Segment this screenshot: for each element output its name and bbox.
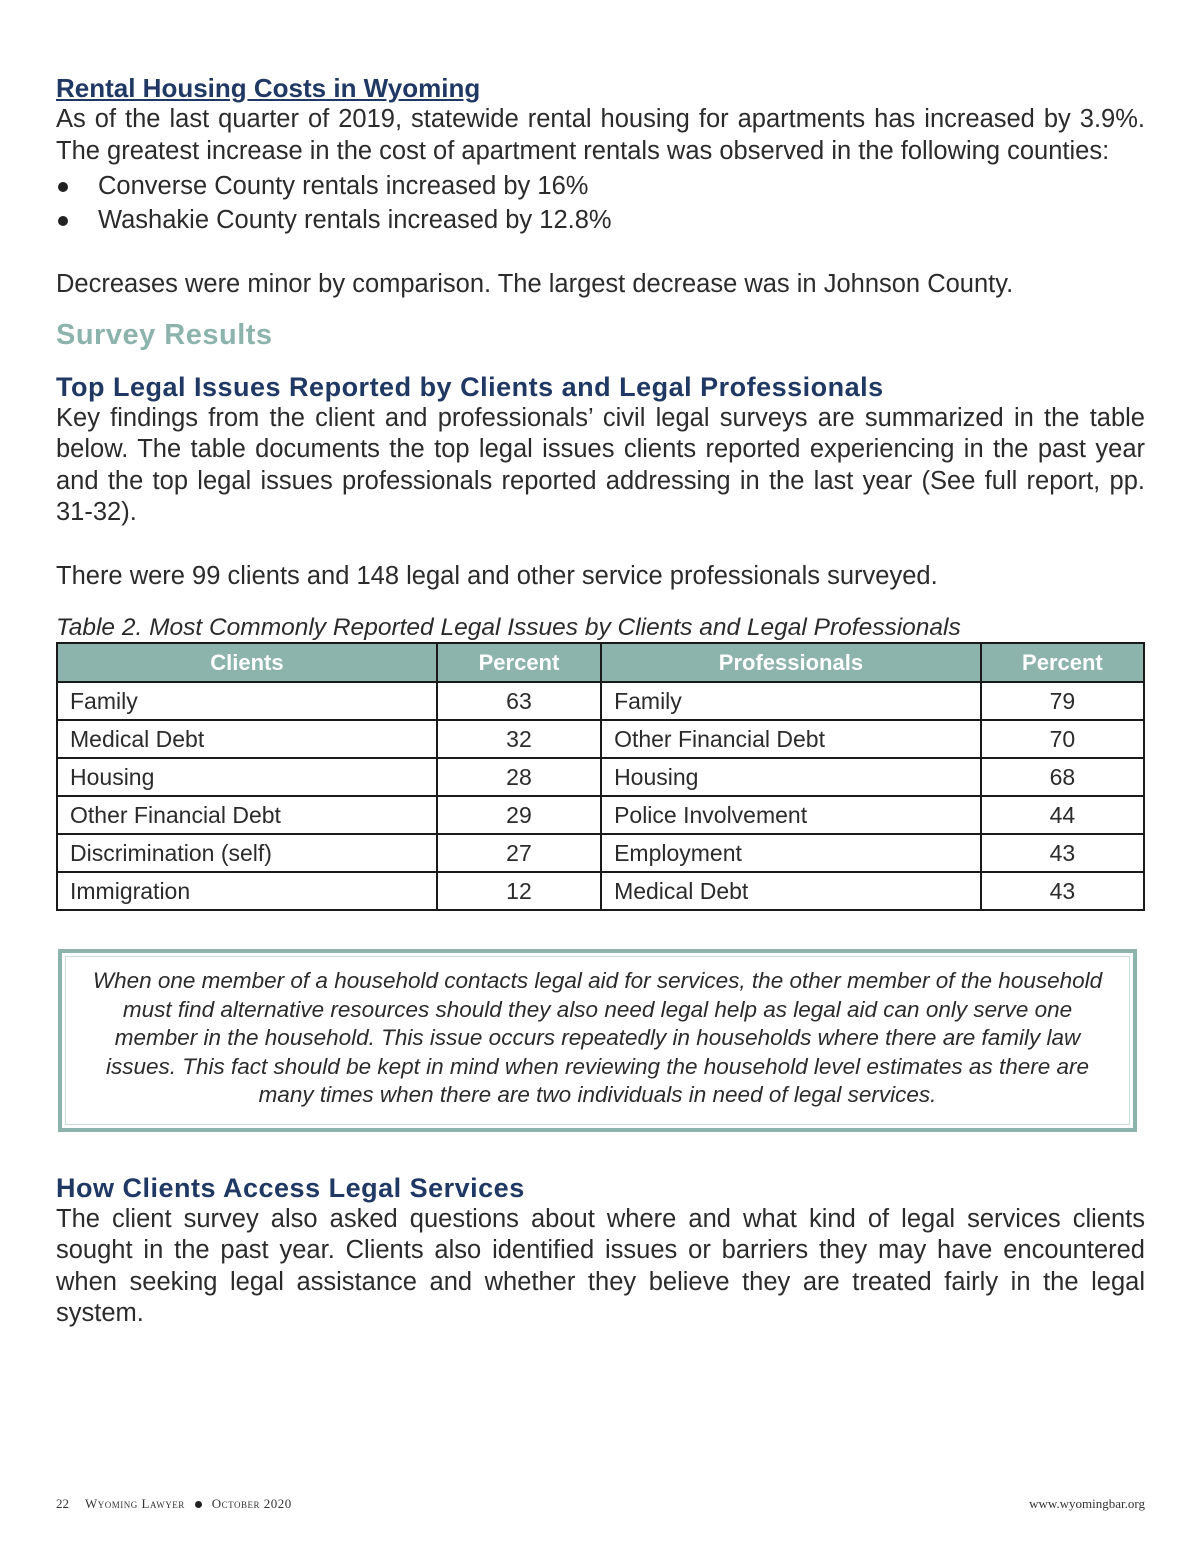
- client-issue: Housing: [57, 758, 437, 796]
- professional-percent: 43: [981, 872, 1144, 910]
- header-clients: Clients: [57, 643, 437, 682]
- client-issue: Family: [57, 682, 437, 720]
- table-row: [57, 872, 1144, 910]
- separator-dot-icon: [195, 1501, 202, 1508]
- header-professionals: Professionals: [601, 643, 981, 682]
- client-percent: 27: [437, 834, 601, 872]
- professional-issue: Housing: [601, 758, 981, 796]
- client-issue: Medical Debt: [57, 720, 437, 758]
- top-issues-paragraph: Key findings from the client and professionals’ civil legal surveys are summarized in the table below. The table documents the top legal issues clients reported experiencing in the past year and the top legal issues professionals reported addressing in the last year (See full report, pp. 31-32).: [56, 403, 1145, 526]
- professional-issue: Other Financial Debt: [601, 720, 981, 758]
- professional-issue: Family: [601, 682, 981, 720]
- professional-percent: 68: [981, 758, 1144, 796]
- table-row: [57, 682, 1144, 720]
- professional-percent: 43: [981, 834, 1144, 872]
- client-percent: 63: [437, 682, 601, 720]
- website-link[interactable]: www.wyomingbar.org: [1029, 1496, 1145, 1511]
- client-percent: 29: [437, 796, 601, 834]
- surveyed-count-paragraph: There were 99 clients and 148 legal and other service professionals surveyed.: [56, 561, 938, 590]
- bullet-icon: [58, 182, 68, 192]
- client-issue: Other Financial Debt: [57, 796, 437, 834]
- professional-issue: Employment: [601, 834, 981, 872]
- client-issue: Discrimination (self): [57, 834, 437, 872]
- rental-intro-paragraph: As of the last quarter of 2019, statewide rental housing for apartments has increased by 3.9%. The greatest increase in the cost of apartment rentals was observed in the following counties:: [56, 105, 1145, 165]
- rental-increase-list: [56, 169, 1145, 237]
- table-caption: Table 2. Most Commonly Reported Legal Issues by Clients and Legal Professionals: [56, 614, 961, 641]
- client-percent: 28: [437, 758, 601, 796]
- professional-issue: Police Involvement: [601, 796, 981, 834]
- rental-decreases-paragraph: Decreases were minor by comparison. The largest decrease was in Johnson County.: [56, 270, 1014, 298]
- professional-percent: 79: [981, 682, 1144, 720]
- client-issue: Immigration: [57, 872, 437, 910]
- list-item: [56, 203, 1145, 237]
- footer-left: [56, 1496, 292, 1512]
- client-percent: 12: [437, 872, 601, 910]
- list-item: [56, 169, 1145, 203]
- table-row: [57, 720, 1144, 758]
- professional-percent: 70: [981, 720, 1144, 758]
- rental-housing-heading[interactable]: Rental Housing Costs in Wyoming: [56, 73, 481, 103]
- bullet-text: Washakie County rentals increased by 12.8%: [98, 206, 612, 234]
- bullet-text: Converse County rentals increased by 16%: [98, 172, 589, 200]
- table-row: [57, 758, 1144, 796]
- access-services-paragraph: The client survey also asked questions about where and what kind of legal services clients sought in the past year. Clients also identified issues or barriers they may have encountered when seeking legal assistance and whether they believe they are treated fairly in the legal system.: [56, 1204, 1145, 1327]
- issue-date: October 2020: [211, 1496, 292, 1511]
- page-content: [56, 72, 1145, 1330]
- professional-issue: Medical Debt: [601, 872, 981, 910]
- legal-issues-table: [56, 642, 1145, 911]
- bullet-icon: [58, 216, 68, 226]
- publication-name: Wyoming Lawyer: [85, 1496, 185, 1511]
- client-percent: 32: [437, 720, 601, 758]
- page-number: 22: [56, 1496, 69, 1511]
- header-clients-percent: Percent: [437, 643, 601, 682]
- page-footer: [56, 1496, 1145, 1514]
- callout-text: When one member of a household contacts legal aid for services, the other member of the household must find alternative resources should they also need legal help as legal aid can only serve one member in the household. This issue occurs repeatedly in households where there are family law issues. This fact should be kept in mind when reviewing the household level estimates as there are many times when there are two individuals in need of legal services.: [92, 968, 1103, 1107]
- professional-percent: 44: [981, 796, 1144, 834]
- table-header-row: [57, 643, 1144, 682]
- survey-results-heading: Survey Results: [56, 318, 273, 351]
- top-issues-heading: Top Legal Issues Reported by Clients and Legal Professionals: [56, 371, 884, 402]
- header-professionals-percent: Percent: [981, 643, 1144, 682]
- table-row: [57, 796, 1144, 834]
- access-services-heading: How Clients Access Legal Services: [56, 1172, 525, 1203]
- table-row: [57, 834, 1144, 872]
- household-note-callout: [58, 949, 1137, 1132]
